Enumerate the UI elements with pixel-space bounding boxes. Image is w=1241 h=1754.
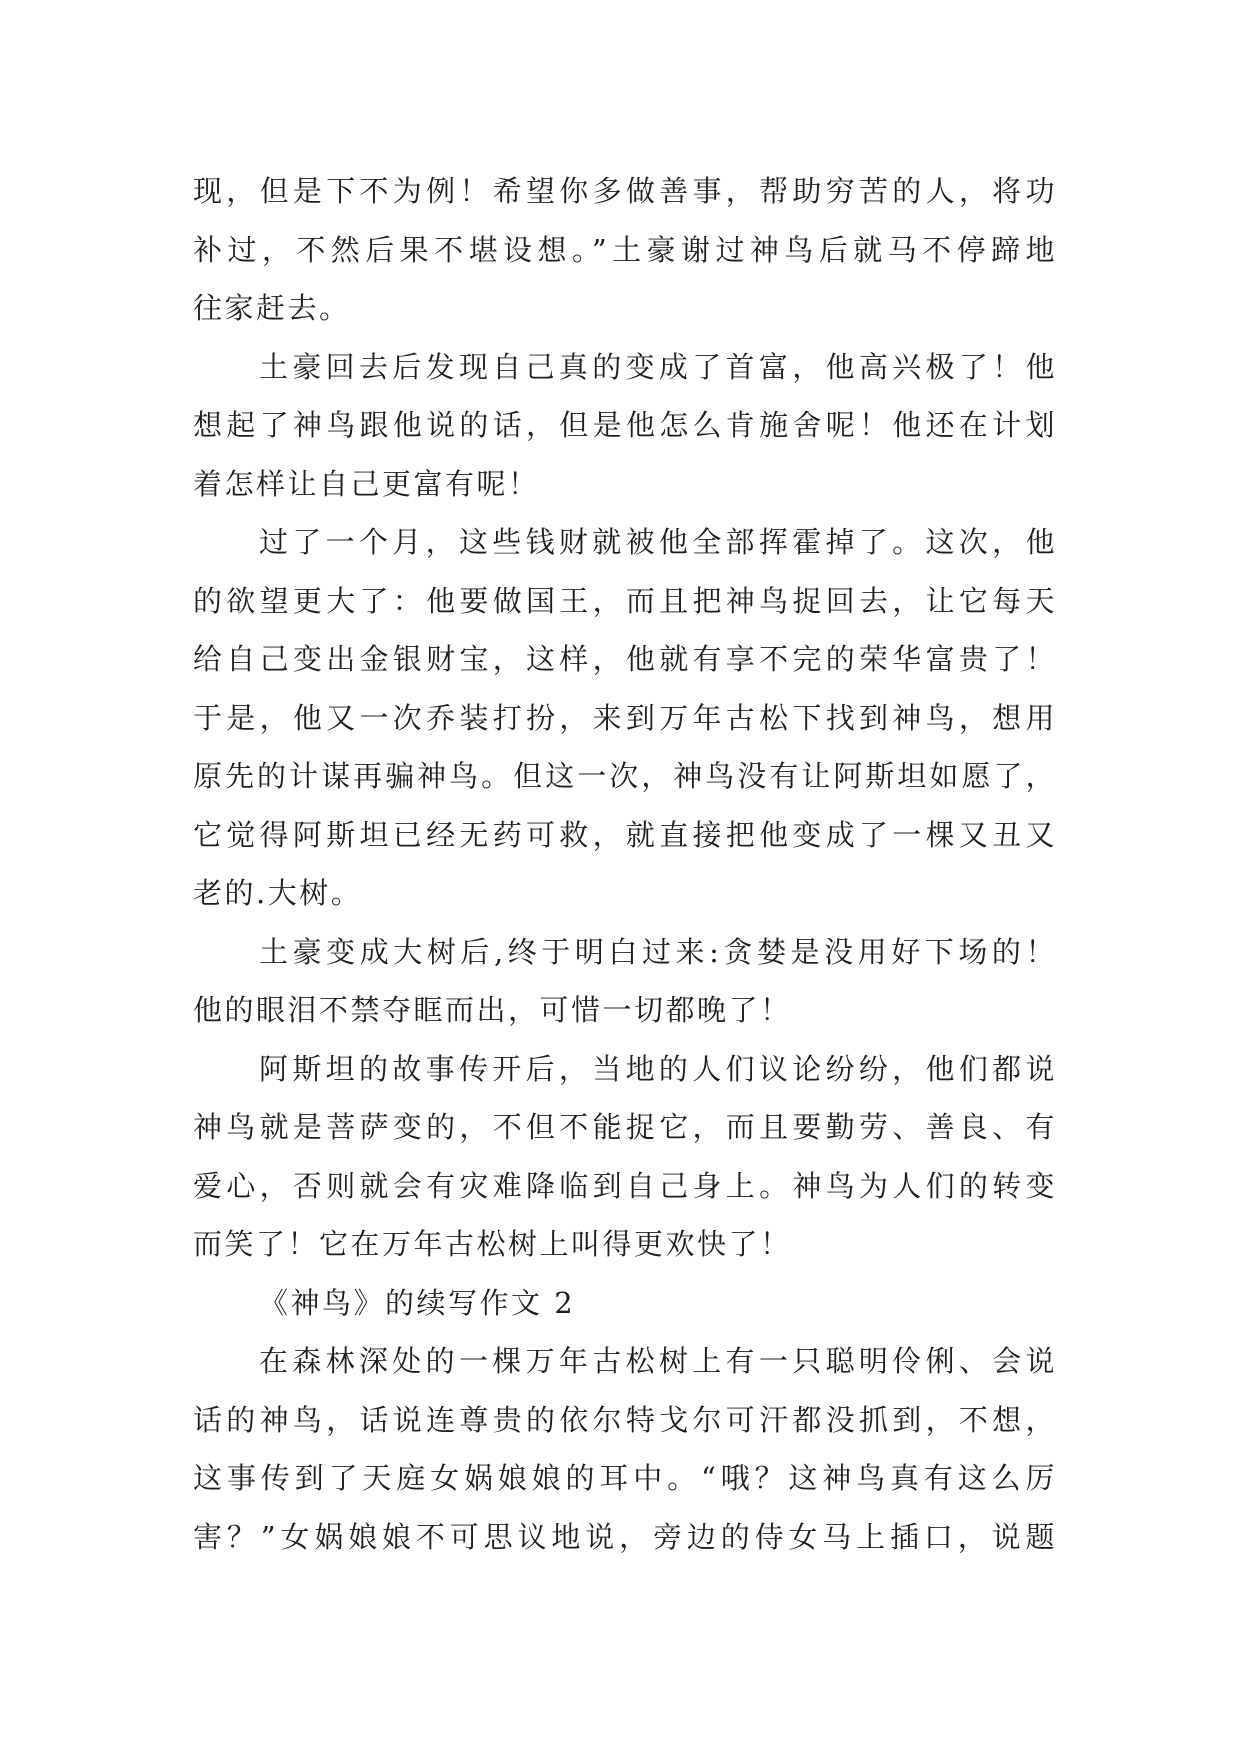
text-line: 往家赶去。 — [193, 291, 351, 325]
paragraph — [193, 162, 1057, 338]
text-line: 于是，他又一次乔装打扮，来到万年古松下找到神鸟，想用 — [193, 700, 1057, 735]
text-line: 老的.大树。 — [193, 876, 363, 910]
paragraph — [193, 513, 1057, 923]
text-line: 给自己变出金银财宝，这样，他就有享不完的荣华富贵了！ — [193, 642, 1057, 676]
text-line: 爱心，否则就会有灾难降临到自己身上。神鸟为人们的转变 — [193, 1168, 1057, 1203]
text-line: 他的眼泪不禁夺眶而出，可惜一切都晚了！ — [193, 993, 792, 1027]
paragraph — [193, 1040, 1057, 1274]
text-line: 这事传到了天庭女娲娘娘的耳中。“哦？这神鸟真有这么厉 — [193, 1461, 1057, 1495]
text-line: 神鸟就是菩萨变的，不但不能捉它，而且要勤劳、善良、有 — [193, 1110, 1057, 1144]
text-line: 话的神鸟，话说连尊贵的依尔特戈尔可汗都没抓到，不想， — [193, 1402, 1057, 1437]
text-line: 现，但是下不为例！希望你多做善事，帮助穷苦的人，将功 — [193, 174, 1057, 208]
paragraph — [193, 338, 1057, 514]
section-heading-text: 《神鸟》的续写作文 2 — [259, 1285, 576, 1320]
text-line: 过了一个月，这些钱财就被他全部挥霍掉了。这次，他 — [259, 525, 1057, 559]
text-line: 在森林深处的一棵万年古松树上有一只聪明伶俐、会说 — [259, 1344, 1057, 1378]
paragraph — [193, 1332, 1057, 1566]
document-body — [193, 162, 1057, 1566]
text-line: 阿斯坦的故事传开后，当地的人们议论纷纷，他们都说 — [259, 1051, 1057, 1086]
text-line: 而笑了！它在万年古松树上叫得更欢快了！ — [193, 1227, 792, 1261]
text-line: 土豪变成大树后,终于明白过来:贪婪是没用好下场的！ — [259, 934, 1057, 969]
text-line: 想起了神鸟跟他说的话，但是他怎么肯施舍呢！他还在计划 — [193, 408, 1057, 442]
paragraph — [193, 923, 1057, 1040]
text-line: 它觉得阿斯坦已经无药可救，就直接把他变成了一棵又丑又 — [193, 817, 1057, 852]
text-line: 补过，不然后果不堪设想。”土豪谢过神鸟后就马不停蹄地 — [193, 232, 1057, 267]
text-line: 着怎样让自己更富有呢！ — [193, 466, 540, 501]
text-line: 害？”女娲娘娘不可思议地说，旁边的侍女马上插口，说题 — [193, 1519, 1057, 1554]
section-heading — [193, 1274, 1057, 1333]
text-line: 原先的计谋再骗神鸟。但这一次，神鸟没有让阿斯坦如愿了， — [193, 759, 1057, 793]
text-line: 的欲望更大了：他要做国王，而且把神鸟捉回去，让它每天 — [193, 583, 1057, 618]
text-line: 土豪回去后发现自己真的变成了首富，他高兴极了！他 — [259, 349, 1057, 384]
